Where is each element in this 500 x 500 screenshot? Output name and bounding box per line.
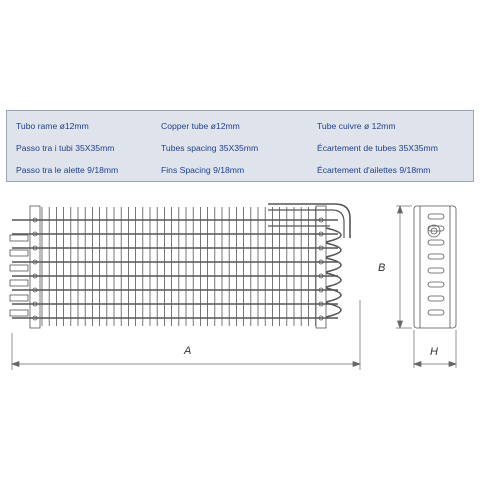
spec-en-tube: Copper tube ø12mm: [161, 121, 240, 131]
tube-end-left: [10, 265, 28, 271]
side-view: [414, 206, 456, 328]
spec-en-fins: Fins Spacing 9/18mm: [161, 165, 245, 175]
spec-fr-fins: Écartement d'ailettes 9/18mm: [317, 165, 431, 175]
tube-slot: [428, 240, 444, 245]
tube-end-left: [10, 310, 28, 316]
return-bend: [326, 273, 341, 287]
tube-end-left: [10, 250, 28, 256]
spec-fr-tube: Tube cuivre ø 12mm: [317, 121, 396, 131]
arrowhead: [449, 362, 456, 367]
arrowhead: [414, 362, 421, 367]
tube-slot: [428, 296, 444, 301]
tube-slot: [428, 214, 444, 219]
dimension-a-label: A: [184, 345, 192, 357]
spec-it-tube: Tubo rame ø12mm: [16, 121, 89, 131]
return-bend: [326, 258, 341, 272]
tube-end-left: [10, 280, 28, 286]
tube-slot: [428, 268, 444, 273]
dimension-lines: [12, 206, 456, 370]
front-view: [10, 204, 350, 328]
tube-slot: [428, 254, 444, 259]
tube-end-left: [10, 295, 28, 301]
tube-slot: [428, 310, 444, 315]
spec-it-spacing: Passo tra i tubi 35X35mm: [16, 143, 115, 153]
dimension-b-label: B: [378, 262, 386, 274]
return-bend: [326, 243, 341, 257]
end-plate-left: [30, 206, 40, 328]
header-pipe: [268, 204, 350, 238]
tube-end-left: [10, 235, 28, 241]
arrowhead: [353, 362, 360, 367]
end-plate-right: [316, 206, 326, 328]
return-bend: [326, 228, 341, 242]
spec-en-spacing: Tubes spacing 35X35mm: [161, 143, 259, 153]
spec-fr-spacing: Écartement de tubes 35X35mm: [317, 143, 438, 153]
spec-it-fins: Passo tra le alette 9/18mm: [16, 165, 119, 175]
arrowhead: [398, 321, 403, 328]
return-bend: [326, 303, 341, 317]
tube-slot: [428, 282, 444, 287]
dimension-h-label: H: [430, 346, 438, 358]
arrowhead: [12, 362, 19, 367]
arrowhead: [398, 206, 403, 213]
